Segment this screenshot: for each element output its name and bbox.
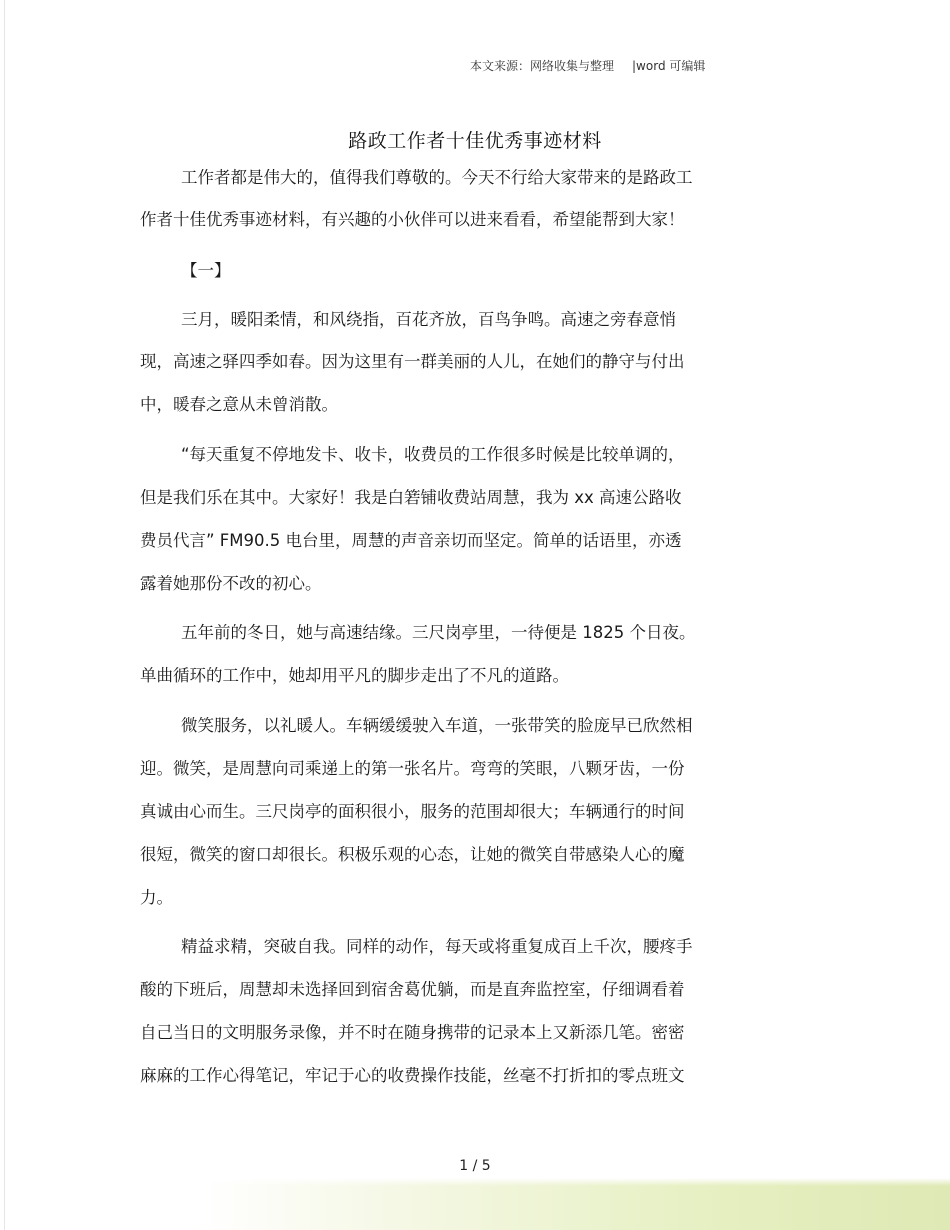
document-title: 路政工作者十佳优秀事迹材料 [348, 130, 602, 152]
paragraph-line: 作者十佳优秀事迹材料，有兴趣的小伙伴可以进来看看，希望能帮到大家！ [140, 210, 685, 229]
paragraph-line: “每天重复不停地发卡、收卡，收费员的工作很多时候是比较单调的， [181, 445, 685, 464]
paragraph-line: 工作者都是伟大的，值得我们尊敬的。今天不行给大家带来的是路政工 [181, 168, 693, 187]
paragraph-line: 自己当日的文明服务录像，并不时在随身携带的记录本上又新添几笔。密密 [140, 1023, 685, 1042]
paragraph-line: 迎。微笑，是周慧向司乘递上的第一张名片。弯弯的笑眼，八颗牙齿，一份 [140, 759, 685, 778]
header-source-label: 本文来源：网络收集与整理 [470, 59, 615, 73]
paragraph-line: 很短，微笑的窗口却很长。积极乐观的心态，让她的微笑自带感染人心的魔 [140, 845, 685, 864]
paragraph-line: 麻麻的工作心得笔记，牢记于心的收费操作技能，丝毫不打折扣的零点班文 [140, 1066, 685, 1085]
paragraph-line: 五年前的冬日，她与高速结缘。三尺岗亭里，一待便是 1825 个日夜。 [181, 623, 696, 642]
paragraph-line: 微笑服务，以礼暖人。车辆缓缓驶入车道，一张带笑的脸庞早已欣然相 [181, 716, 693, 735]
paragraph-line: 三月，暖阳柔情，和风绕指，百花齐放，百鸟争鸣。高速之旁春意悄 [181, 310, 676, 329]
paragraph-line: 精益求精，突破自我。同样的动作，每天或将重复成百上千次，腰疼手 [181, 937, 693, 956]
paragraph-line: 力。 [140, 888, 173, 907]
header-note [470, 57, 705, 74]
paragraph-line: 酸的下班后，周慧却未选择回到宿舍葛优躺，而是直奔监控室，仔细调看着 [140, 980, 685, 999]
footer-decoration [200, 1178, 950, 1230]
page-number: 1 / 5 [459, 1158, 491, 1174]
paragraph-line: 真诚由心而生。三尺岗亭的面积很小，服务的范围却很大；车辆通行的时间 [140, 802, 685, 821]
paragraph-line: 费员代言” FM90.5 电台里，周慧的声音亲切而坚定。简单的话语里，亦透 [140, 531, 682, 550]
paragraph-line: 单曲循环的工作中，她却用平凡的脚步走出了不凡的道路。 [140, 666, 569, 685]
paragraph-line: 但是我们乐在其中。大家好！我是白箬铺收费站周慧，我为 xx 高速公路收 [140, 488, 682, 507]
paragraph-line: 中，暖春之意从未曾消散。 [140, 395, 338, 414]
paragraph-line: 现，高速之驿四季如春。因为这里有一群美丽的人儿，在她们的静守与付出 [140, 352, 685, 371]
section-marker: 【一】 [181, 261, 231, 280]
page-edge-rule [4, 0, 5, 1230]
paragraph-line: 露着她那份不改的初心。 [140, 574, 322, 593]
header-edit-label: |word 可编辑 [632, 59, 706, 73]
